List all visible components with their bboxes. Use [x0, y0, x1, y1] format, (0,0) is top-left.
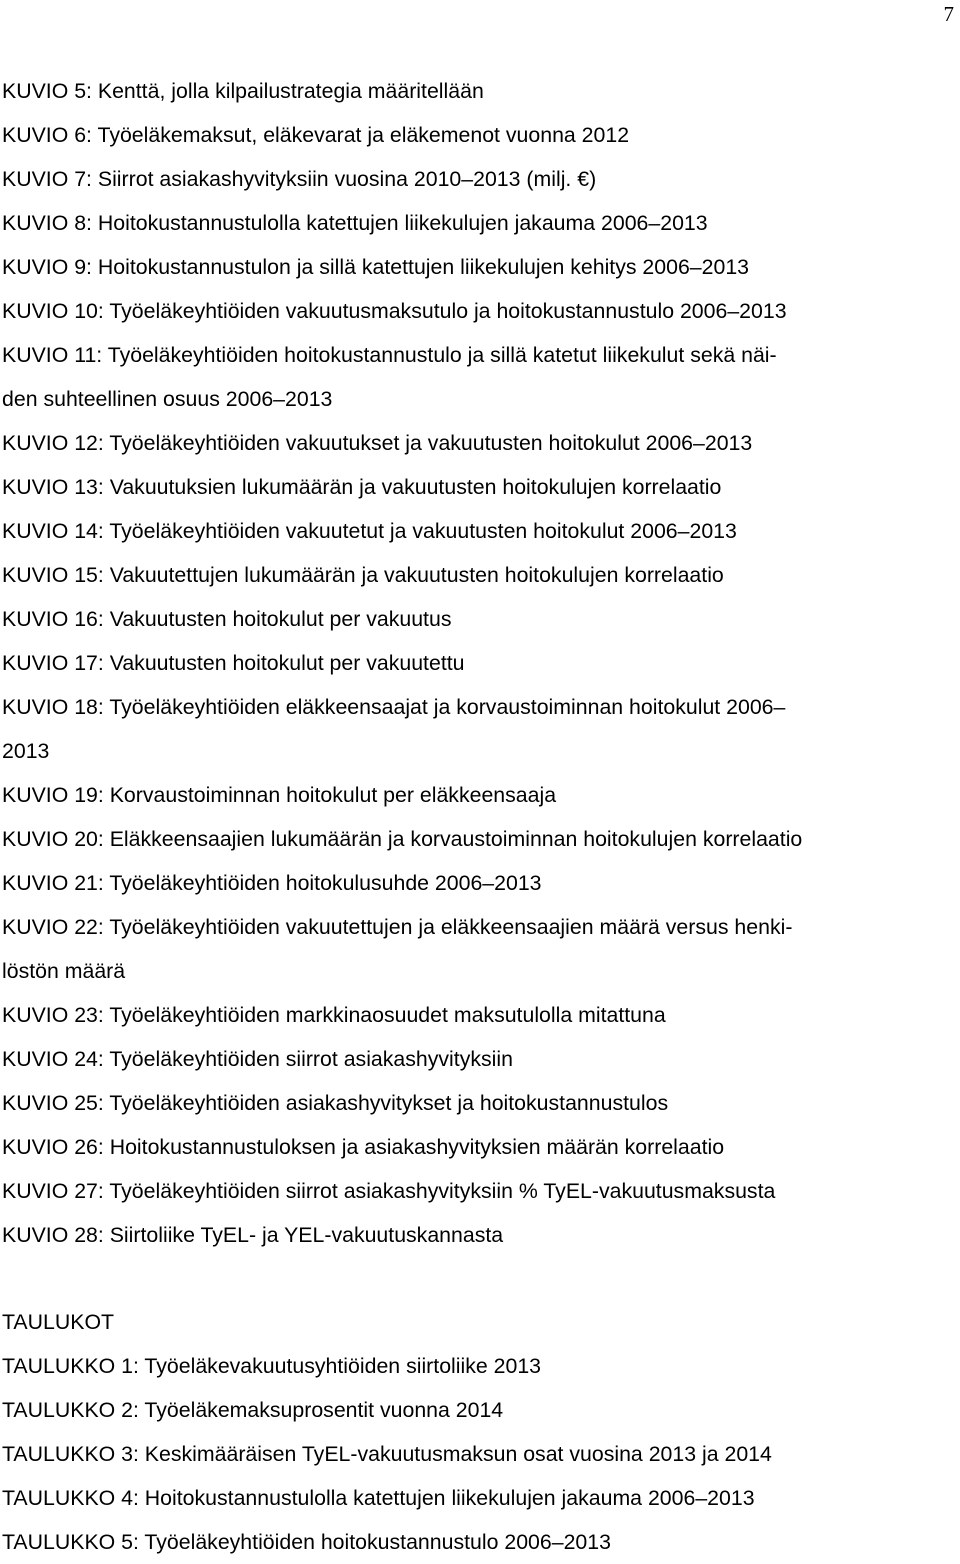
page-number: 7: [943, 2, 954, 26]
figure-entry: KUVIO 21: Työeläkeyhtiöiden hoitokulusuhde 2006–2013: [2, 871, 542, 895]
figure-entry: KUVIO 12: Työeläkeyhtiöiden vakuutukset ja vakuutusten hoitokulut 2006–2013: [2, 431, 753, 455]
figure-entry: KUVIO 17: Vakuutusten hoitokulut per vakuutettu: [2, 651, 465, 675]
figure-entry-continuation: löstön määrä: [2, 959, 126, 983]
figure-entry: KUVIO 9: Hoitokustannustulon ja sillä katettujen liikekulujen kehitys 2006–2013: [2, 255, 750, 279]
figure-entry: KUVIO 20: Eläkkeensaajien lukumäärän ja korvaustoiminnan hoitokulujen korrelaatio: [2, 827, 803, 851]
figure-entry: KUVIO 28: Siirtoliike TyEL- ja YEL-vakuutuskannasta: [2, 1223, 504, 1247]
figure-entry: KUVIO 18: Työeläkeyhtiöiden eläkkeensaajat ja korvaustoiminnan hoitokulut 2006–: [2, 695, 786, 719]
figure-entry: KUVIO 7: Siirrot asiakashyvityksiin vuosina 2010–2013 (milj. €): [2, 167, 597, 191]
table-entry: TAULUKKO 3: Keskimääräisen TyEL-vakuutusmaksun osat vuosina 2013 ja 2014: [2, 1442, 772, 1466]
figures-list: [2, 69, 957, 1257]
section-spacer: [2, 1257, 957, 1300]
table-entry: TAULUKKO 5: Työeläkeyhtiöiden hoitokustannustulo 2006–2013: [2, 1530, 611, 1554]
figure-entry: KUVIO 6: Työeläkemaksut, eläkevarat ja eläkemenot vuonna 2012: [2, 123, 630, 147]
list-of-figures-and-tables: [2, 69, 957, 1564]
figure-entry: KUVIO 10: Työeläkeyhtiöiden vakuutusmaksutulo ja hoitokustannustulo 2006–2013: [2, 299, 787, 323]
figure-entry: KUVIO 26: Hoitokustannustuloksen ja asiakashyvityksien määrän korrelaatio: [2, 1135, 725, 1159]
figure-entry: KUVIO 14: Työeläkeyhtiöiden vakuutetut ja vakuutusten hoitokulut 2006–2013: [2, 519, 737, 543]
figure-entry: KUVIO 22: Työeläkeyhtiöiden vakuutettujen ja eläkkeensaajien määrä versus henki-: [2, 915, 793, 939]
table-entry: TAULUKKO 4: Hoitokustannustulolla katettujen liikekulujen jakauma 2006–2013: [2, 1486, 755, 1510]
figure-entry-continuation: den suhteellinen osuus 2006–2013: [2, 387, 333, 411]
figure-entry: KUVIO 23: Työeläkeyhtiöiden markkinaosuudet maksutulolla mitattuna: [2, 1003, 666, 1027]
figure-entry: KUVIO 11: Työeläkeyhtiöiden hoitokustannustulo ja sillä katetut liikekulut sekä näi-: [2, 343, 777, 367]
figure-entry: KUVIO 25: Työeläkeyhtiöiden asiakashyvitykset ja hoitokustannustulos: [2, 1091, 669, 1115]
table-entry: TAULUKKO 2: Työeläkemaksuprosentit vuonna 2014: [2, 1398, 504, 1422]
figure-entry-continuation: 2013: [2, 739, 50, 763]
figure-entry: KUVIO 13: Vakuutuksien lukumäärän ja vakuutusten hoitokulujen korrelaatio: [2, 475, 722, 499]
figure-entry: KUVIO 24: Työeläkeyhtiöiden siirrot asiakashyvityksiin: [2, 1047, 513, 1071]
figure-entry: KUVIO 19: Korvaustoiminnan hoitokulut per eläkkeensaaja: [2, 783, 557, 807]
table-entry: TAULUKKO 1: Työeläkevakuutusyhtiöiden siirtoliike 2013: [2, 1354, 542, 1378]
figure-entry: KUVIO 27: Työeläkeyhtiöiden siirrot asiakashyvityksiin % TyEL-vakuutusmaksusta: [2, 1179, 776, 1203]
tables-heading: TAULUKOT: [2, 1310, 115, 1334]
figure-entry: KUVIO 16: Vakuutusten hoitokulut per vakuutus: [2, 607, 452, 631]
figure-entry: KUVIO 5: Kenttä, jolla kilpailustrategia määritellään: [2, 79, 484, 103]
figure-entry: KUVIO 8: Hoitokustannustulolla katettujen liikekulujen jakauma 2006–2013: [2, 211, 708, 235]
figure-entry: KUVIO 15: Vakuutettujen lukumäärän ja vakuutusten hoitokulujen korrelaatio: [2, 563, 724, 587]
tables-list: [2, 1344, 957, 1564]
